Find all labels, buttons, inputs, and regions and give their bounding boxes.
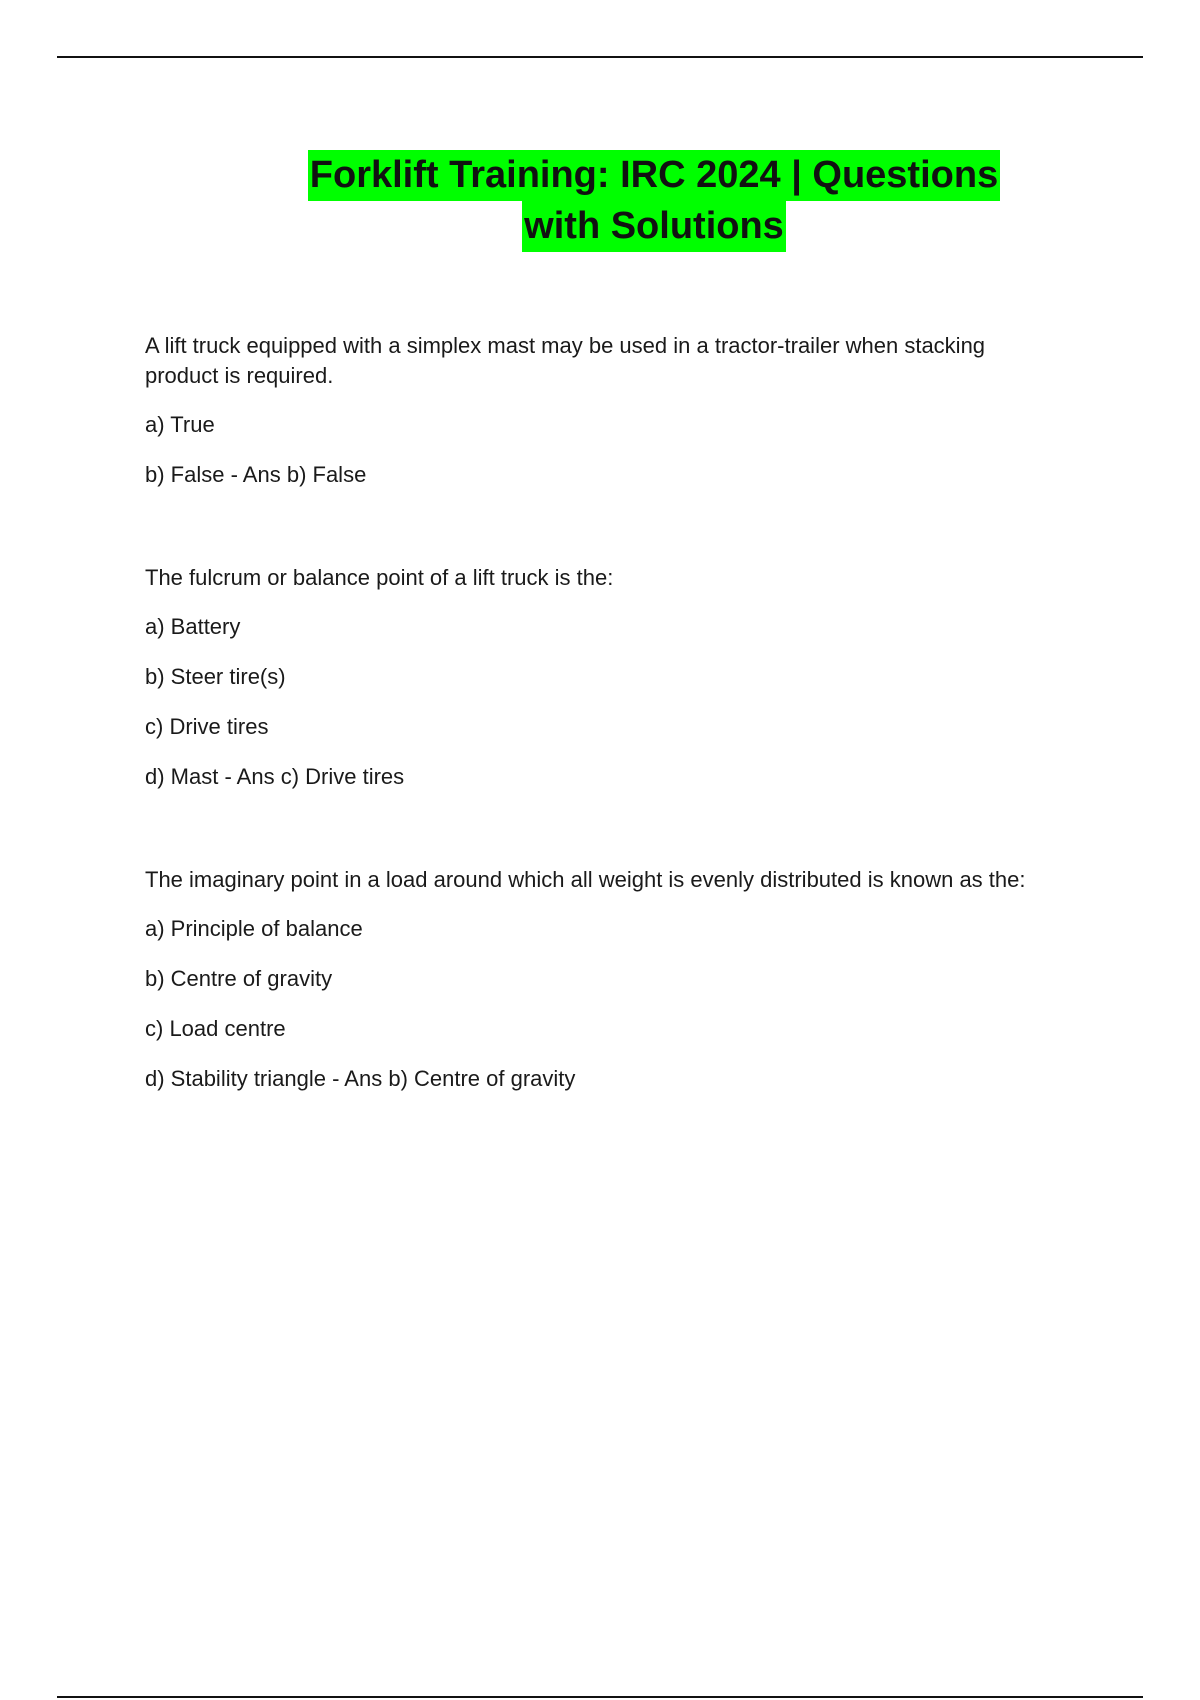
answer-option: c) Drive tires: [145, 714, 269, 739]
answer-option: d) Stability triangle - Ans b) Centre of gravity: [145, 1066, 576, 1091]
title-line-2: with Solutions: [522, 201, 786, 252]
answer-option: a) True: [145, 412, 215, 437]
question-1: [145, 331, 1045, 490]
answer-option: b) False - Ans b) False: [145, 462, 367, 487]
header-rule: [57, 56, 1143, 58]
footer-rule: [57, 1696, 1143, 1698]
answer-option: a) Principle of balance: [145, 916, 363, 941]
answer-option: c) Load centre: [145, 1016, 286, 1041]
question-text: A lift truck equipped with a simplex mast may be used in a tractor-trailer when stacking product is required.: [145, 333, 986, 388]
question-text: The imaginary point in a load around which all weight is evenly distributed is known as the:: [145, 867, 1026, 892]
question-2: [145, 563, 1045, 792]
answer-option: d) Mast - Ans c) Drive tires: [145, 764, 405, 789]
answer-option: b) Steer tire(s): [145, 664, 286, 689]
question-3: [145, 865, 1045, 1094]
document-title: [0, 150, 1200, 252]
answer-option: b) Centre of gravity: [145, 966, 333, 991]
question-text: The fulcrum or balance point of a lift truck is the:: [145, 565, 614, 590]
title-line-1: Forklift Training: IRC 2024 | Questions: [308, 150, 1000, 201]
answer-option: a) Battery: [145, 614, 241, 639]
questions-section: [145, 331, 1045, 1167]
